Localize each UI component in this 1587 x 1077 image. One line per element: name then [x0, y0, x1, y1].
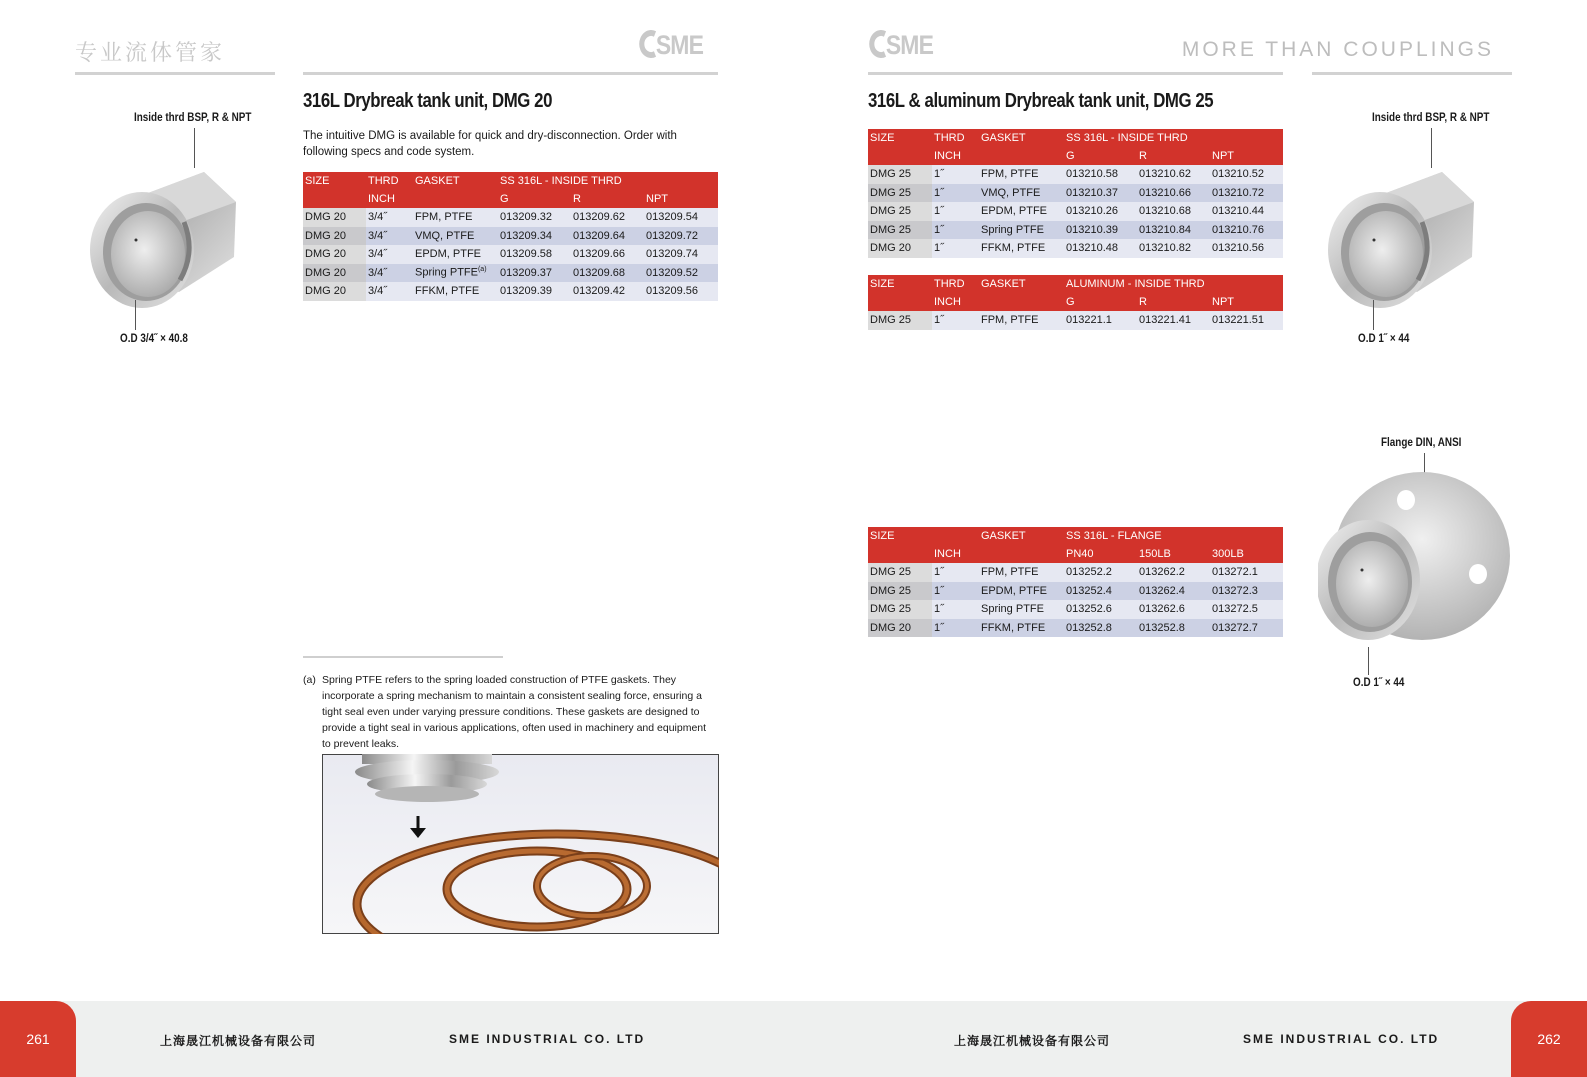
spring-ptfe-gasket-photo	[322, 754, 719, 934]
table-cell: 013221.1	[1064, 311, 1137, 330]
table-cell: DMG 25	[868, 184, 932, 203]
table-cell: INCH	[932, 293, 979, 311]
table-cell: 013209.32	[498, 208, 571, 227]
table-cell: DMG 20	[303, 282, 366, 301]
table-cell: 013210.76	[1210, 221, 1283, 240]
table-cell: 013262.4	[1137, 582, 1210, 601]
table-cell: FFKM, PTFE	[979, 619, 1064, 638]
table-cell: 1˝	[932, 165, 979, 184]
footer-company-cn-left: 上海晟江机械设备有限公司	[160, 1034, 317, 1048]
table-cell: R	[1137, 147, 1210, 165]
table-cell: FPM, PTFE	[979, 311, 1064, 330]
table-row	[868, 311, 1283, 330]
table-cell: 013252.6	[1064, 600, 1137, 619]
table-row	[868, 165, 1283, 184]
table-cell: DMG 25	[868, 165, 932, 184]
flange-callout-line-bottom	[1368, 647, 1369, 675]
table-cell: VMQ, PTFE	[979, 184, 1064, 203]
header-cn-slogan: 专业流体管家	[75, 40, 226, 65]
header-rule-left	[75, 72, 275, 75]
table-cell: 013252.4	[1064, 582, 1137, 601]
table-cell: EPDM, PTFE	[979, 202, 1064, 221]
table-row	[868, 563, 1283, 582]
table-cell: EPDM, PTFE	[413, 245, 498, 264]
table-cell: 013209.52	[644, 264, 718, 283]
table-cell: R	[1137, 293, 1210, 311]
table-cell: 013209.37	[498, 264, 571, 283]
table-cell: DMG 25	[868, 311, 932, 330]
col-r: R	[571, 190, 644, 208]
flange-callout-type: Flange DIN, ANSI	[1381, 437, 1462, 449]
table-row	[303, 227, 718, 246]
table-header-row	[868, 545, 1283, 563]
table-cell	[868, 293, 932, 311]
table-cell: 013262.6	[1137, 600, 1210, 619]
header-en-slogan: MORE THAN COUPLINGS	[1181, 38, 1494, 61]
header-rule-right-main	[868, 72, 1283, 75]
table-row	[868, 239, 1283, 258]
table-cell: 013221.41	[1137, 311, 1210, 330]
table-cell: FPM, PTFE	[979, 165, 1064, 184]
table-cell: 013210.72	[1210, 184, 1283, 203]
table-row	[303, 208, 718, 227]
dmg25-ss316l-spec-table	[868, 129, 1283, 258]
footer-company-en-left: SME INDUSTRIAL CO. LTD	[449, 1032, 646, 1046]
table-cell: 013262.2	[1137, 563, 1210, 582]
col-size: SIZE	[303, 172, 366, 190]
table-row	[868, 582, 1283, 601]
table-row	[303, 245, 718, 264]
table-cell: DMG 20	[868, 619, 932, 638]
table-cell: 1˝	[932, 563, 979, 582]
page-number-left: 261	[0, 1001, 76, 1077]
table-row	[868, 619, 1283, 638]
table-cell: INCH	[932, 147, 979, 165]
table-cell: 150LB	[1137, 545, 1210, 563]
coupling-dmg20-image	[84, 162, 244, 322]
sme-logo-right: SME	[868, 30, 933, 61]
footnote-mark: (a)	[303, 674, 316, 686]
table-cell: NPT	[1210, 147, 1283, 165]
table-cell: GASKET	[979, 527, 1064, 545]
page-number-right: 262	[1511, 1001, 1587, 1077]
right-section-title: 316L & aluminum Drybreak tank unit, DMG 25	[868, 90, 1214, 112]
table-cell	[979, 293, 1064, 311]
table-cell: G	[1064, 147, 1137, 165]
table-cell: 013272.5	[1210, 600, 1283, 619]
table-cell: 013210.68	[1137, 202, 1210, 221]
table-cell: 013210.44	[1210, 202, 1283, 221]
table-cell: 013210.84	[1137, 221, 1210, 240]
table-cell: VMQ, PTFE	[413, 227, 498, 246]
right-callout-thread: Inside thrd BSP, R & NPT	[1372, 112, 1490, 124]
table-cell: DMG 20	[303, 245, 366, 264]
table-row	[303, 282, 718, 301]
table-cell: FPM, PTFE	[413, 208, 498, 227]
table-header-row	[868, 129, 1283, 147]
table-row	[303, 264, 718, 283]
col-material: SS 316L - INSIDE THRD	[498, 172, 718, 190]
table-cell: 013210.26	[1064, 202, 1137, 221]
left-intro-text: The intuitive DMG is available for quick and dry-disconnection. Order with following specs and code system.	[303, 130, 677, 158]
table-cell: 013210.48	[1064, 239, 1137, 258]
right-callout-od: O.D 1˝ × 44	[1358, 333, 1410, 345]
right-callout-line-bottom	[1373, 300, 1374, 330]
table-cell	[303, 190, 366, 208]
table-cell	[932, 527, 979, 545]
table-header-row	[868, 275, 1283, 293]
table-cell: THRD	[932, 275, 979, 293]
footnote-mark: (a)	[477, 266, 487, 274]
table-cell: 013209.34	[498, 227, 571, 246]
footer-company-en-right: SME INDUSTRIAL CO. LTD	[1243, 1032, 1440, 1046]
table-cell: 013210.58	[1064, 165, 1137, 184]
table-cell: 013210.62	[1137, 165, 1210, 184]
coupling-flange-image	[1318, 470, 1514, 650]
table-cell: 013209.62	[571, 208, 644, 227]
table-cell: 1˝	[932, 202, 979, 221]
table-cell: 1˝	[932, 582, 979, 601]
left-section-title: 316L Drybreak tank unit, DMG 20	[303, 90, 553, 112]
table-cell: EPDM, PTFE	[979, 582, 1064, 601]
table-cell: 3/4˝	[366, 282, 413, 301]
header-rule-left-main	[303, 72, 718, 75]
table-cell: THRD	[932, 129, 979, 147]
table-cell: SIZE	[868, 275, 932, 293]
dmg25-flange-spec-table	[868, 527, 1283, 637]
table-cell: 1˝	[932, 600, 979, 619]
table-header-row	[868, 527, 1283, 545]
sme-logo-left: SME	[638, 30, 703, 61]
table-cell: DMG 25	[868, 221, 932, 240]
table-cell: 013210.66	[1137, 184, 1210, 203]
table-cell: Spring PTFE$^{(a)}$	[413, 264, 498, 283]
table-cell: 1˝	[932, 239, 979, 258]
table-cell: DMG 25	[868, 600, 932, 619]
table-cell: FPM, PTFE	[979, 563, 1064, 582]
table-cell: 013209.56	[644, 282, 718, 301]
table-row	[868, 221, 1283, 240]
table-row	[868, 600, 1283, 619]
flange-callout-od: O.D 1˝ × 44	[1353, 677, 1405, 689]
table-cell: 013210.82	[1137, 239, 1210, 258]
table-cell: 013209.39	[498, 282, 571, 301]
footnote-text: Spring PTFE refers to the spring loaded construction of PTFE gaskets. They incorporate a spring mechanism to maintain a consistent sealing force, ensuring a tight seal even under varying pressure conditions. These gaskets are designed to provide a tight seal in various applications, often used in machinery and equipment to prevent leaks.	[322, 674, 707, 750]
table-header-row	[303, 190, 718, 208]
col-inch: INCH	[366, 190, 413, 208]
table-cell: 013272.3	[1210, 582, 1283, 601]
table-cell: 1˝	[932, 221, 979, 240]
left-callout-od: O.D 3/4˝ × 40.8	[120, 333, 188, 345]
table-cell: SS 316L - INSIDE THRD	[1064, 129, 1283, 147]
table-cell: 013272.7	[1210, 619, 1283, 638]
table-cell: 1˝	[932, 184, 979, 203]
table-cell: PN40	[1064, 545, 1137, 563]
table-cell: G	[1064, 293, 1137, 311]
table-cell: DMG 25	[868, 582, 932, 601]
col-thrd: THRD	[366, 172, 413, 190]
table-cell: 1˝	[932, 619, 979, 638]
table-cell: 013210.52	[1210, 165, 1283, 184]
table-row	[868, 202, 1283, 221]
table-cell: 013210.37	[1064, 184, 1137, 203]
col-g: G	[498, 190, 571, 208]
table-cell	[979, 545, 1064, 563]
table-cell: GASKET	[979, 129, 1064, 147]
table-cell: SS 316L - FLANGE	[1064, 527, 1283, 545]
table-cell: SIZE	[868, 527, 932, 545]
table-cell: 3/4˝	[366, 245, 413, 264]
left-callout-thread: Inside thrd BSP, R & NPT	[134, 112, 252, 124]
table-cell: DMG 20	[303, 264, 366, 283]
table-cell: 013252.8	[1064, 619, 1137, 638]
table-cell	[868, 545, 932, 563]
dmg25-aluminum-spec-table	[868, 275, 1283, 330]
table-cell: 013209.42	[571, 282, 644, 301]
table-cell: 013209.58	[498, 245, 571, 264]
table-cell	[868, 147, 932, 165]
table-cell: 013210.39	[1064, 221, 1137, 240]
table-header-row	[868, 293, 1283, 311]
table-cell: 013209.54	[644, 208, 718, 227]
table-cell: 013209.74	[644, 245, 718, 264]
table-cell: SIZE	[868, 129, 932, 147]
footnote-rule	[303, 656, 503, 658]
table-cell: DMG 20	[868, 239, 932, 258]
table-cell: 013272.1	[1210, 563, 1283, 582]
table-cell: ALUMINUM - INSIDE THRD	[1064, 275, 1283, 293]
table-row	[868, 184, 1283, 203]
table-cell: 013252.2	[1064, 563, 1137, 582]
col-gasket: GASKET	[413, 172, 498, 190]
table-cell: 013209.66	[571, 245, 644, 264]
table-cell: DMG 20	[303, 227, 366, 246]
table-cell: Spring PTFE	[979, 600, 1064, 619]
coupling-dmg25-image	[1322, 162, 1482, 322]
table-cell: 013209.68	[571, 264, 644, 283]
table-cell: 3/4˝	[366, 227, 413, 246]
table-cell: 1˝	[932, 311, 979, 330]
table-cell: DMG 20	[303, 208, 366, 227]
table-cell: FFKM, PTFE	[979, 239, 1064, 258]
table-cell: INCH	[932, 545, 979, 563]
table-cell: 3/4˝	[366, 208, 413, 227]
footer-company-cn-right: 上海晟江机械设备有限公司	[954, 1034, 1111, 1048]
table-cell: GASKET	[979, 275, 1064, 293]
table-cell	[979, 147, 1064, 165]
table-cell: 3/4˝	[366, 264, 413, 283]
table-header-row	[868, 147, 1283, 165]
table-cell: 300LB	[1210, 545, 1283, 563]
table-cell: 013252.8	[1137, 619, 1210, 638]
table-cell: FFKM, PTFE	[413, 282, 498, 301]
left-callout-line-bottom	[135, 300, 136, 330]
table-cell: DMG 25	[868, 202, 932, 221]
table-cell: NPT	[1210, 293, 1283, 311]
table-cell: DMG 25	[868, 563, 932, 582]
header-rule-right	[1312, 72, 1512, 75]
table-header-row	[303, 172, 718, 190]
table-cell: 013221.51	[1210, 311, 1283, 330]
table-cell: 013210.56	[1210, 239, 1283, 258]
dmg20-spec-table	[303, 172, 718, 301]
col-npt: NPT	[644, 190, 718, 208]
table-cell: Spring PTFE	[979, 221, 1064, 240]
table-cell: 013209.72	[644, 227, 718, 246]
table-cell: 013209.64	[571, 227, 644, 246]
table-cell	[413, 190, 498, 208]
